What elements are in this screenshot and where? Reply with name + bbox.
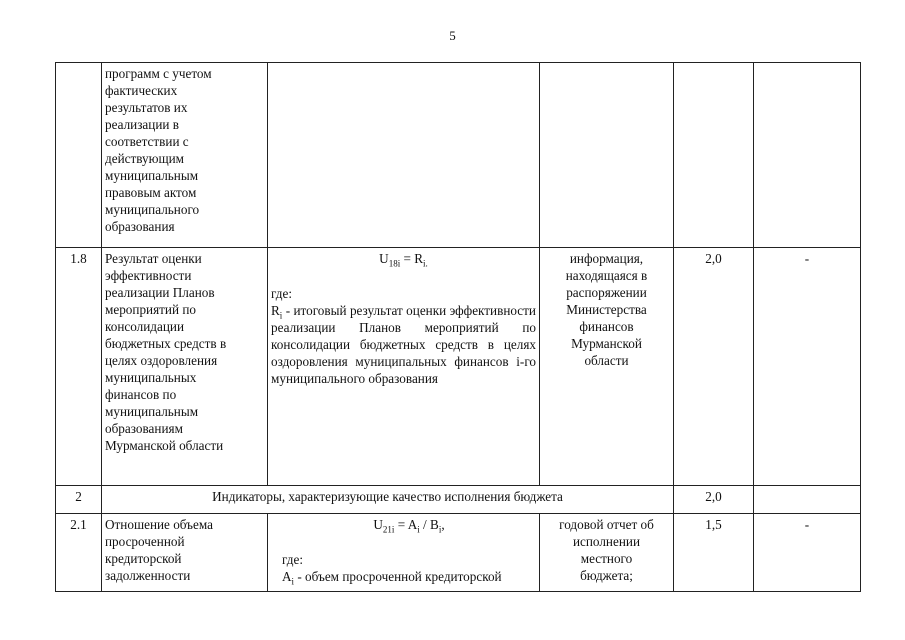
page-number: 5 — [449, 28, 456, 43]
name-line: фактических — [105, 83, 178, 98]
source-line: исполнении — [572, 534, 641, 549]
name-line: муниципальных — [105, 370, 197, 385]
formula-where: где: — [282, 552, 303, 567]
name-line: Мурманской области — [105, 438, 224, 453]
cell-num — [56, 63, 102, 248]
formula-definition: $R_i$ - итоговый результат оценки эффективности реализации Планов мероприятий по консолидации бюджетных средств в целях оздоровления муниципальных финансов i-го муниципального образования — [271, 303, 536, 386]
name-line: муниципального — [105, 202, 200, 217]
name-line: муниципальным — [105, 168, 199, 183]
table-row-2-1 — [56, 514, 861, 592]
cell-formula — [268, 514, 540, 592]
source-line: Министерства — [566, 302, 647, 317]
formula-definition: $A_i$ - объем просроченной кредиторской — [282, 569, 502, 587]
name-line: финансов по — [105, 387, 177, 402]
source-line: местного — [580, 551, 633, 566]
section-title: Индикаторы, характеризующие качество исполнения бюджета — [102, 486, 674, 514]
name-line: образования — [105, 219, 175, 234]
formula: $U_{18i} = R_{i.}$ — [379, 251, 428, 269]
cell-value: 2,0 — [674, 248, 754, 486]
name-line: мероприятий по — [105, 302, 196, 317]
name-line: образованиям — [105, 421, 183, 436]
table-row-section-2 — [56, 486, 861, 514]
source-line: находящаяся в — [565, 268, 648, 283]
name-line: действующим — [105, 151, 185, 166]
name-line: бюджетных средств в — [105, 336, 227, 351]
cell-value: 1,5 — [674, 514, 754, 592]
cell-num: 2.1 — [56, 514, 102, 592]
name-line: муниципальным — [105, 404, 199, 419]
name-line: соответствии с — [105, 134, 189, 149]
name-line: консолидации — [105, 319, 185, 334]
cell-note: - — [754, 248, 861, 486]
name-line: кредиторской — [105, 551, 182, 566]
table-row-1-8 — [56, 248, 861, 486]
cell-name — [102, 514, 268, 592]
name-line: эффективности — [105, 268, 192, 283]
formula-where: где: — [271, 286, 292, 301]
name-line: целях оздоровления — [105, 353, 218, 368]
name-line: программ с учетом — [105, 66, 212, 81]
cell-source — [540, 248, 674, 486]
name-line: реализации в — [105, 117, 179, 132]
cell-value — [674, 63, 754, 248]
source-line: распоряжении — [566, 285, 647, 300]
cell-note: - — [754, 514, 861, 592]
cell-num: 1.8 — [56, 248, 102, 486]
cell-formula — [268, 248, 540, 486]
cell-name — [102, 248, 268, 486]
cell-source — [540, 63, 674, 248]
source-line: бюджета; — [580, 568, 633, 583]
name-line: Результат оценки — [105, 251, 202, 266]
name-line: задолженности — [105, 568, 191, 583]
cell-note — [754, 486, 861, 514]
source-line: области — [584, 353, 629, 368]
name-line: Отношение объема — [105, 517, 213, 532]
source-line: информация, — [569, 251, 644, 266]
name-line: правовым актом — [105, 185, 197, 200]
name-line: просроченной — [105, 534, 185, 549]
indicators-table — [55, 62, 860, 595]
source-line: годовой отчет об — [559, 517, 654, 532]
cell-source — [540, 514, 674, 592]
name-line: результатов их — [105, 100, 188, 115]
source-line: финансов — [579, 319, 634, 334]
source-line: Мурманской — [571, 336, 642, 351]
cell-note — [754, 63, 861, 248]
name-line: реализации Планов — [105, 285, 215, 300]
table-row-continuation — [56, 63, 861, 248]
cell-name — [102, 63, 268, 248]
cell-num: 2 — [56, 486, 102, 514]
cell-formula — [268, 63, 540, 248]
formula: $U_{21i} = A_i / B_i$, — [373, 517, 445, 535]
cell-value: 2,0 — [674, 486, 754, 514]
